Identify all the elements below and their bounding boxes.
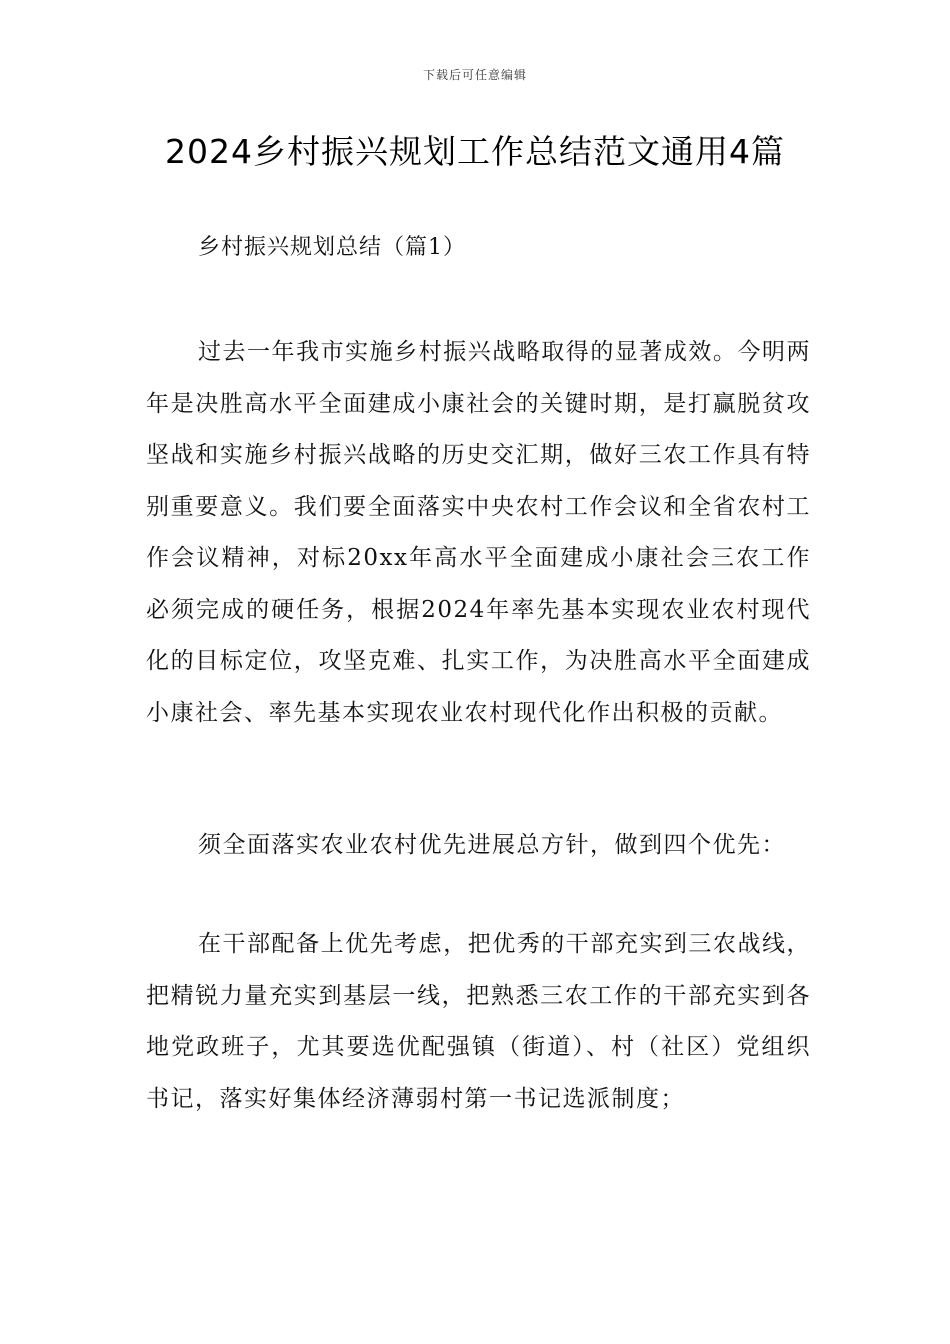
section-heading: 乡村振兴规划总结（篇1） (198, 235, 466, 260)
paragraph-cadre-allocation: 在干部配备上优先考虑，把优秀的干部充实到三农战线，把精锐力量充实到基层一线，把熟悉三农工作的干部充实到各地党政班子，尤其要选优配强镇（街道）、村（社区）党组织书记，落实好集体经济薄弱村第一书记选派制度； (146, 931, 811, 1112)
paragraph-intro: 过去一年我市实施乡村振兴战略取得的显著成效。今明两年是决胜高水平全面建成小康社会的关键时期，是打赢脱贫攻坚战和实施乡村振兴战略的历史交汇期，做好三农工作具有特别重要意义。我们要全面落实中央农村工作会议和全省农村工作会议精神，对标20xx年高水平全面建成小康社会三农工作必须完成的硬任务，根据2024年率先基本实现农业农村现代化的目标定位，攻坚克难、扎实工作，为决胜高水平全面建成小康社会、率先基本实现农业农村现代化作出积极的贡献。 (146, 339, 811, 726)
paragraph-four-priorities: 须全面落实农业农村优先进展总方针，做到四个优先： (198, 832, 786, 858)
header-note: 下载后可任意编辑 (422, 68, 527, 82)
document-title: 2024乡村振兴规划工作总结范文通用4篇 (165, 132, 785, 171)
